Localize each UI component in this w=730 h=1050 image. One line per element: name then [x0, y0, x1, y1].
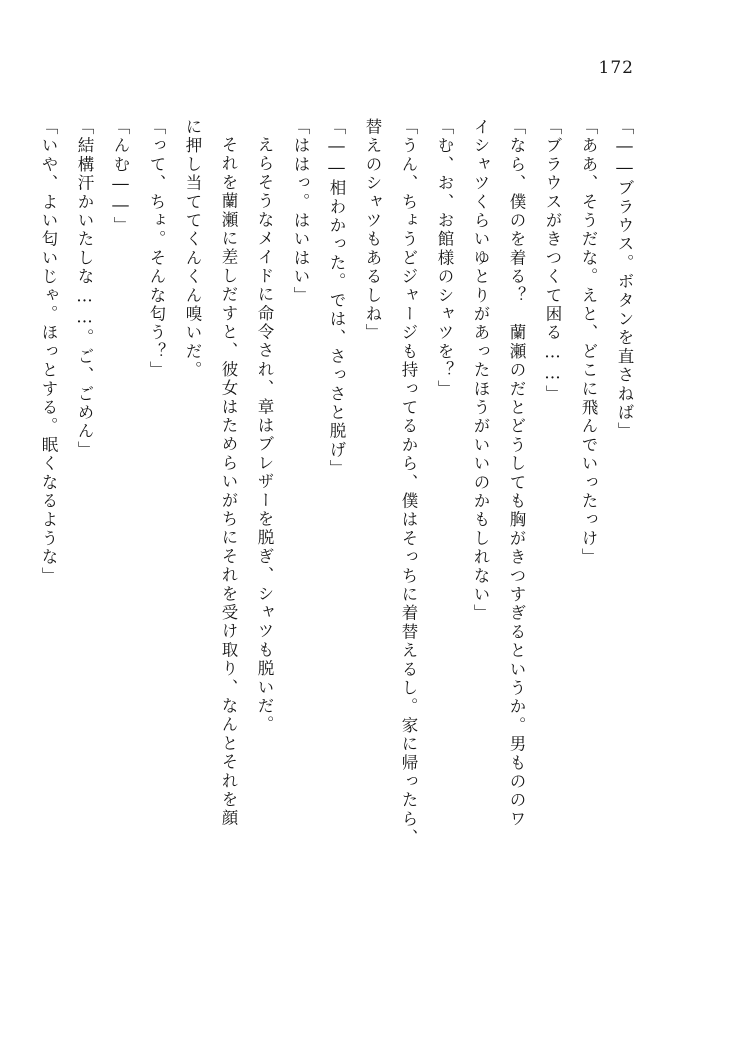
- text-line: 「――ブラウス。ボタンを直さねば」: [615, 118, 634, 441]
- text-line: 「結構汗かいたしな……。ご、ごめん」: [75, 118, 94, 460]
- text-line: 「って、ちょ。そんな匂う？」: [147, 118, 166, 380]
- text-line: イシャツくらいゆとりがあったほうがいいのかもしれない」: [471, 118, 490, 623]
- text-line: 「ブラウスがきつくて困る……」: [543, 118, 562, 404]
- text-line: 「いや、よい匂いじゃ。ほっとする。眠くなるような」: [39, 118, 58, 586]
- vertical-text-body: [39, 118, 642, 980]
- text-line: 「ああ、そうだな。えと、どこに飛んでいったっけ」: [579, 118, 598, 567]
- text-line: 「ははっ。はいはい」: [291, 118, 310, 305]
- page-number: 172: [598, 58, 634, 78]
- text-line: 「なら、僕のを着る？ 蘭瀬のだとどうしても胸がきつすぎるというか。男もののワ: [507, 118, 526, 829]
- text-line: に押し当ててくんくん嗅いだ。: [183, 118, 202, 380]
- text-line: えらそうなメイドに命令され、章はブレザーを脱ぎ、シャツも脱いだ。: [255, 136, 274, 735]
- text-line: それを蘭瀬に差しだすと、彼女はためらいがちにそれを受け取り、なんとそれを顔: [219, 136, 238, 828]
- text-line: 「んむ――」: [111, 118, 130, 236]
- text-line: 替えのシャツもあるしね」: [363, 118, 382, 343]
- text-line: 「む、お、お館様のシャツを？」: [435, 118, 454, 399]
- text-line: 「――相わかった。では、さっさと脱げ」: [327, 118, 346, 479]
- text-line: 「うん、ちょうどジャージも持ってるから、僕はそっちに着替えるし。家に帰ったら、: [399, 118, 418, 848]
